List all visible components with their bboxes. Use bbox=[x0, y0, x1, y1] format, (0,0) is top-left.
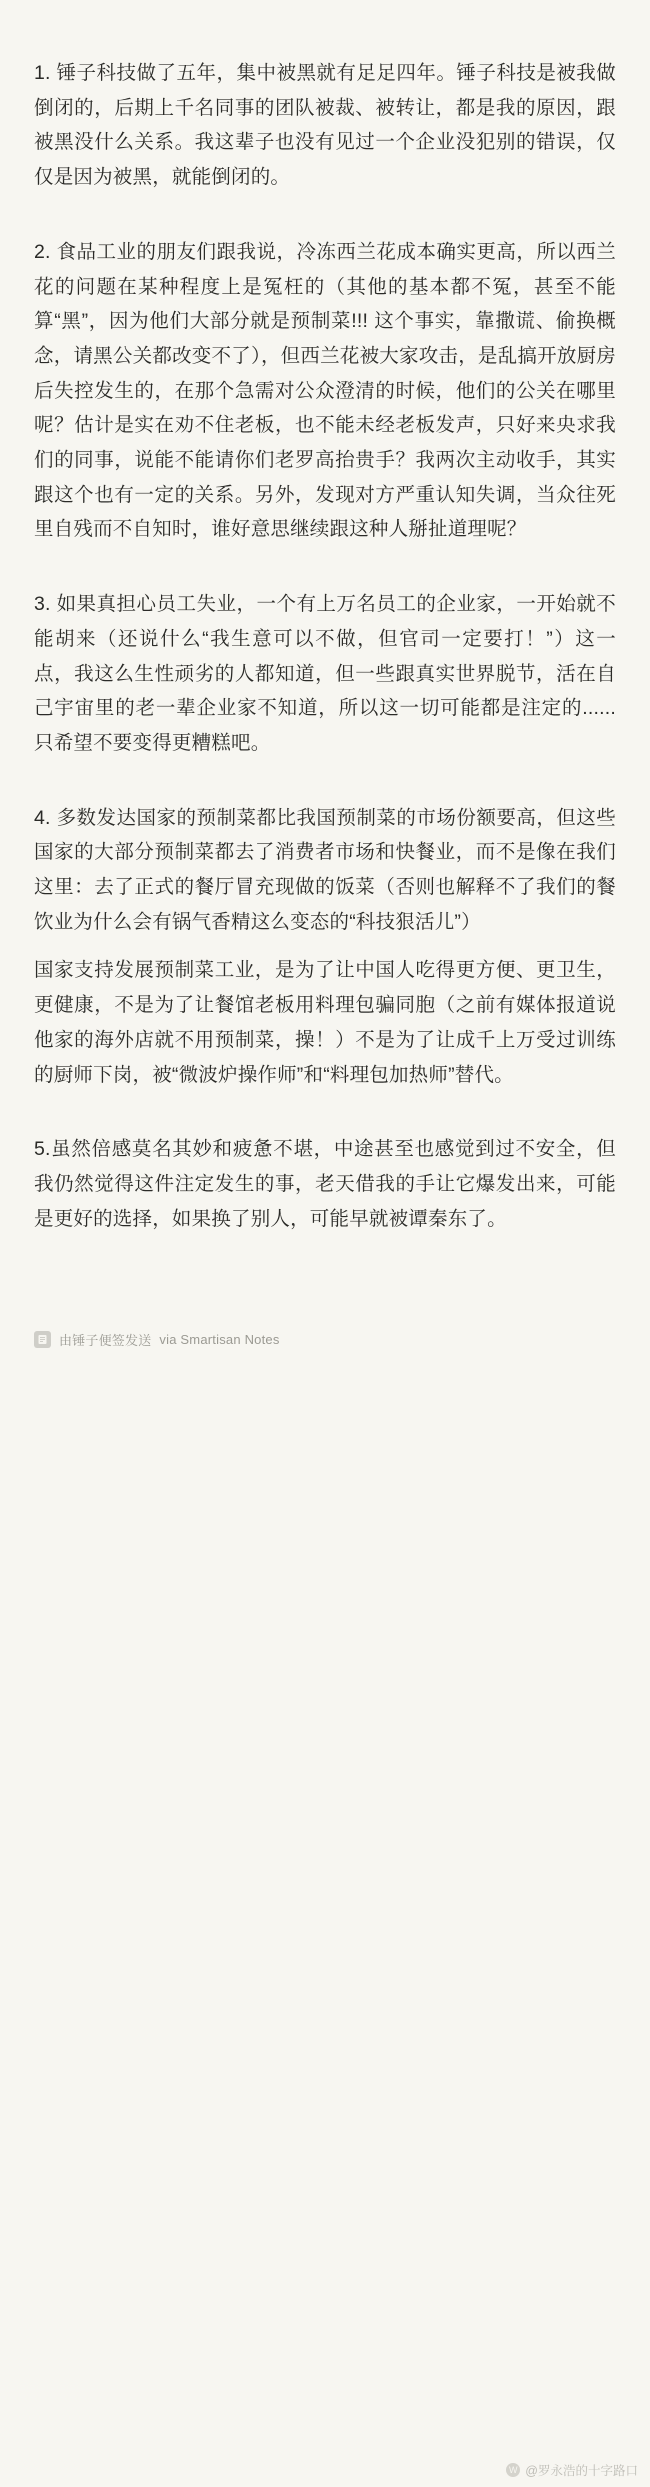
smartisan-notes-icon bbox=[34, 1331, 51, 1348]
watermark-handle: @罗永浩的十字路口 bbox=[525, 2464, 638, 2478]
note-footer bbox=[0, 1314, 650, 1371]
note-paragraph-1: 1. 锤子科技做了五年，集中被黑就有足足四年。锤子科技是被我做倒闭的，后期上千名同事的团队被裁、被转让，都是我的原因，跟被黑没什么关系。我这辈子也没有见过一个企业没犯别的错误，仅仅是因为被黑，就能倒闭的。 bbox=[34, 62, 616, 189]
note-paragraph-3: 3. 如果真担心员工失业，一个有上万名员工的企业家，一开始就不能胡来（还说什么“我生意可以不做，但官司一定要打！”）这一点，我这么生性顽劣的人都知道，但一些跟真实世界脱节，活在自己宇宙里的老一辈企业家不知道，所以这一切可能都是注定的......只希望不要变得更糟糕吧。 bbox=[34, 593, 616, 754]
note-paragraph-6: 5.虽然倍感莫名其妙和疲惫不堪，中途甚至也感觉到过不安全，但我仍然觉得这件注定发生的事，老天借我的手让它爆发出来，可能是更好的选择，如果换了别人，可能早就被谭秦东了。 bbox=[34, 1138, 616, 1230]
note-paragraph-4: 4. 多数发达国家的预制菜都比我国预制菜的市场份额要高，但这些国家的大部分预制菜都去了消费者市场和快餐业，而不是像在我们这里：去了正式的餐厅冒充现做的饭菜（否则也解释不了我们的餐饮业为什么会有锅气香精这么变态的“科技狠活儿”） bbox=[34, 806, 616, 933]
note-paragraph-5: 国家支持发展预制菜工业，是为了让中国人吃得更方便、更卫生，更健康，不是为了让餐馆老板用料理包骗同胞（之前有媒体报道说他家的海外店就不用预制菜，操！）不是为了让成千上万受过训练的厨师下岗，被“微波炉操作师”和“料理包加热师”替代。 bbox=[34, 959, 616, 1086]
footer-source-label: 由锤子便签发送 bbox=[59, 1333, 152, 1349]
weibo-icon: W bbox=[506, 2463, 520, 2477]
footer-via-label: via Smartisan Notes bbox=[159, 1332, 280, 1348]
watermark bbox=[506, 2461, 638, 2479]
note-paragraph-2: 2. 食品工业的朋友们跟我说，冷冻西兰花成本确实更高，所以西兰花的问题在某种程度上是冤枉的（其他的基本都不冤，甚至不能算“黑”，因为他们大部分就是预制菜!!! 这个事实，靠撒谎、偷换概念，请黑公关都改变不了），但西兰花被大家攻击，是乱搞开放厨房后失控发生的，在那个急需对公众澄清的时候，他们的公关在哪里呢？估计是实在劝不住老板，也不能未经老板发声，只好来央求我们的同事，说能不能请你们老罗高抬贵手？我两次主动收手，其实跟这个也有一定的关系。另外，发现对方严重认知失调，当众往死里自残而不自知时，谁好意思继续跟这种人掰扯道理呢？ bbox=[34, 240, 616, 541]
